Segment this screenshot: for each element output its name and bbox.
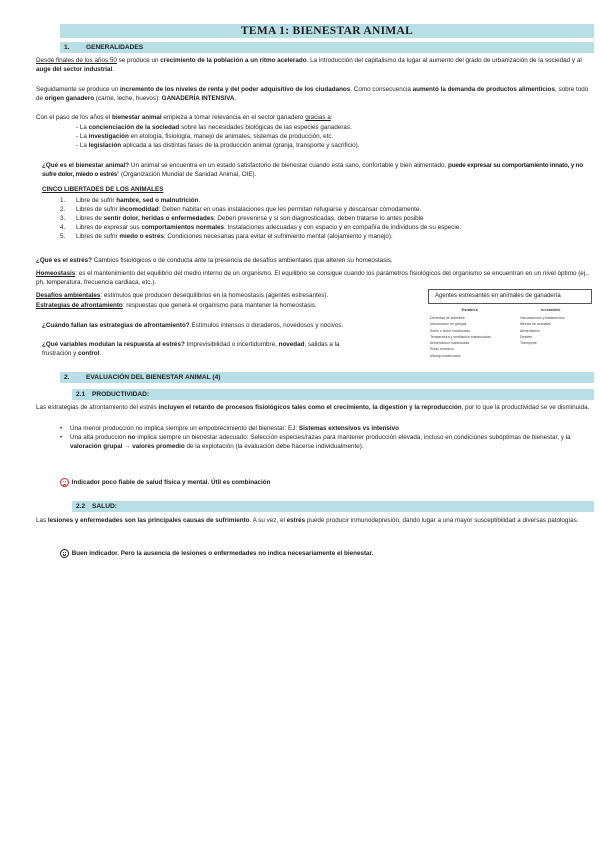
item-number: 1. bbox=[60, 197, 66, 204]
text-run: , salidas a la frustración y bbox=[42, 341, 340, 357]
paragraph-demand bbox=[36, 86, 594, 104]
text-run: puede producir inmunodepresión, dando lugar a una mayor susceptibilidad a diversas patologías. bbox=[305, 517, 579, 524]
text-bold: miedo o estrés bbox=[119, 232, 164, 240]
subsection-heading-productividad bbox=[72, 389, 594, 400]
table-cell: Manejo inadecuado bbox=[430, 353, 461, 358]
text-run: puede expresar su comportamiento innato, y no sufre dolor, miedo o estrés bbox=[42, 162, 583, 178]
text-underline: gracias a bbox=[305, 114, 331, 121]
text-bold: origen ganadero bbox=[44, 94, 95, 102]
table-cell: Temperatura y ventilación inadecuadas bbox=[430, 334, 491, 339]
text-run: Estímulos intensos o duraderos, novedosos y nocivos. bbox=[189, 322, 344, 329]
term: Desafíos ambientales bbox=[36, 292, 101, 299]
cinco-libertades-title bbox=[42, 186, 342, 195]
text-bold: investigación bbox=[88, 132, 129, 140]
text-run: : bbox=[330, 114, 333, 121]
item-number: 3. bbox=[60, 214, 66, 222]
subsection-label: SALUD: bbox=[92, 503, 117, 510]
productividad-bullets bbox=[60, 425, 594, 452]
text-bold: hambre, sed o malnutrición bbox=[116, 197, 199, 204]
section-label: EVALUACIÓN DEL BIENESTAR ANIMAL (4) bbox=[86, 374, 221, 381]
table-cell: Alimentación bbox=[520, 328, 541, 333]
list-item bbox=[72, 124, 594, 133]
text-run: Desde finales de los años 50 bbox=[36, 57, 117, 64]
text-run: . A su vez, el bbox=[249, 517, 287, 524]
table-cell: Destete bbox=[520, 334, 533, 339]
text-bold: estrés bbox=[286, 517, 306, 524]
text-run: : respuestas que genera el organismo para mantener la homeostasis. bbox=[122, 302, 317, 309]
text-run: Seguidamente se produce un bbox=[36, 86, 121, 93]
question: ¿Qué es el bienestar animal? bbox=[42, 162, 130, 169]
subsection-number: 2.2 bbox=[76, 503, 86, 510]
text-run: ” (Organización Mundial de Sanidad Animal, OIE). bbox=[117, 170, 257, 178]
text-run: Imprevisibilidad o incertidumbre, bbox=[184, 341, 279, 348]
list-item bbox=[60, 434, 594, 452]
text-run: . Como consecuencia bbox=[350, 86, 413, 93]
text-bold: GANADERÍA INTENSIVA bbox=[161, 94, 235, 102]
text-run: : Deben prevenirse y si son diagnosticadas, deben tratarse lo antes posible bbox=[213, 214, 424, 222]
column-header: Estables bbox=[461, 307, 478, 312]
text-bold: Sistemas extensivos vs intensivo bbox=[298, 425, 400, 432]
column-header: Inestables bbox=[540, 307, 561, 312]
text-run: : Condiciones necesarias para evitar el sufrimiento mental (alojamiento y manejo). bbox=[163, 232, 393, 240]
definition-homeostasis bbox=[36, 270, 594, 288]
page-title: TEMA 1: BIENESTAR ANIMAL bbox=[60, 24, 594, 38]
table-cell: Transporte bbox=[520, 341, 537, 346]
text-run: . bbox=[112, 65, 115, 73]
list-item bbox=[60, 206, 594, 215]
text-run: - La bbox=[76, 124, 89, 131]
libertades-list bbox=[60, 197, 594, 242]
question: ¿Qué es el estrés? bbox=[36, 257, 92, 264]
productividad-note bbox=[60, 478, 594, 488]
text-bold: lesiones y enfermedades son las principales causas de sufrimiento bbox=[47, 517, 250, 524]
text-run: en etología, fisiología, manejo de animales, sistemas de producción, etc. bbox=[128, 132, 334, 140]
subsection-heading-salud bbox=[72, 501, 594, 512]
text-bold: no bbox=[127, 433, 136, 441]
dash-list bbox=[72, 124, 594, 151]
question: ¿Cuándo fallan las estrategias de afrontamiento? bbox=[42, 322, 190, 329]
text-run: Libres de sufrir bbox=[76, 232, 120, 240]
text-bold: incomodidad bbox=[119, 205, 159, 213]
section-heading-generalidades bbox=[60, 42, 594, 53]
text-run: : Deben habitar en unas instalaciones que les permitan refugiarse y descansar cómodamente. bbox=[158, 205, 422, 213]
text-bold: crecimiento de la población a un ritmo acelerado bbox=[160, 57, 307, 64]
text-run: , por lo que la productividad se ve disminuida. bbox=[461, 404, 590, 411]
table-cell: Mezcla de animales bbox=[520, 322, 551, 327]
text-run: : es el mantenimiento del equilibrio del medio interno de un organismo. El equilibrio se consigue cuando los parámetros fisiológicos del organismo se encuentran en un nivel óptimo (ej., ph, temperatura, frecuencia cardiaca, etc.). bbox=[36, 270, 589, 286]
paragraph-productividad bbox=[36, 404, 594, 413]
question: ¿Qué variables modulan la respuesta al estrés? bbox=[42, 341, 185, 348]
text-run: empieza a tomar relevancia en el sector ganadero bbox=[161, 114, 306, 121]
text-run: (carne, leche, huevos): bbox=[94, 94, 162, 102]
list-item bbox=[60, 224, 594, 233]
text-bold: concienciación de la sociedad bbox=[88, 124, 180, 131]
subtitle: CINCO LIBERTADES DE LOS ANIMALES bbox=[42, 186, 164, 193]
text-run: sobre las necesidades biológicas de las especies ganaderas. bbox=[179, 124, 352, 131]
definition-desafios bbox=[36, 292, 428, 301]
item-number: 4. bbox=[60, 223, 66, 231]
item-number: 2. bbox=[60, 205, 66, 213]
list-item bbox=[60, 425, 594, 434]
text-run: . La introducción del capitalismo da lugar al aumento del grado de urbanización de la sociedad y al bbox=[306, 57, 582, 64]
text-bold: novedad bbox=[278, 341, 305, 348]
table-cell: Introducción en granjas bbox=[430, 322, 467, 327]
note-text: Buen indicador. Pero la ausencia de lesiones o enfermedades no indica necesariamente el bienestar. bbox=[71, 550, 374, 558]
text-run: Una menor producción no implica siempre un empobrecimiento del bienestar: EJ: bbox=[70, 425, 299, 432]
paragraph-relevance bbox=[36, 114, 594, 123]
table-cell: Densidad de animales bbox=[430, 316, 465, 320]
table-cell: Alimentación inadecuada bbox=[430, 341, 470, 346]
paragraph-salud bbox=[36, 517, 594, 526]
sad-face-icon bbox=[60, 478, 69, 487]
stressors-box-label: Agentes estresantes en animales de ganadería bbox=[428, 289, 592, 304]
text-bold: control bbox=[78, 349, 100, 357]
question-variables bbox=[42, 341, 362, 359]
happy-face-icon bbox=[60, 549, 69, 558]
list-item bbox=[72, 133, 594, 142]
text-run: Una alta producción bbox=[70, 433, 128, 441]
text-bold: bienestar animal bbox=[111, 114, 162, 121]
definition-estres bbox=[36, 257, 594, 266]
paragraph-context bbox=[36, 57, 594, 75]
table-cell: Ruido excesivo bbox=[430, 347, 454, 352]
definition-estrategias bbox=[36, 302, 428, 311]
list-item bbox=[60, 197, 594, 206]
subsection-number: 2.1 bbox=[76, 391, 86, 398]
item-number: 5. bbox=[60, 232, 66, 240]
text-run: : estímulos que producen desequilibrios en la homeostasis (agentes estresantes). bbox=[100, 292, 329, 299]
text-run: . bbox=[234, 94, 237, 102]
table-cell bbox=[520, 353, 592, 359]
text-run: Las estrategias de afrontamiento del estrés bbox=[36, 404, 159, 411]
section-label: GENERALIDADES bbox=[86, 44, 144, 51]
text-run: - La bbox=[76, 132, 89, 140]
text-bold: comportamientos normales bbox=[141, 223, 225, 231]
text-bold: incluyen el retardo de procesos fisiológicos tales como el crecimiento, la digestión y la reproducción bbox=[158, 404, 462, 411]
note-text: Indicador poco fiable de salud física y mental. Útil es combinación bbox=[71, 479, 271, 487]
list-item bbox=[60, 215, 594, 224]
section-number: 1. bbox=[64, 44, 70, 51]
text-run: Libres de sufrir bbox=[76, 205, 120, 213]
text-run: Libres de expresar sus bbox=[76, 223, 142, 231]
term: Homeostasis bbox=[36, 270, 76, 277]
text-run: Libres de bbox=[76, 214, 104, 222]
subsection-label: PRODUCTIVIDAD: bbox=[92, 391, 150, 398]
definition-bienestar bbox=[42, 162, 594, 180]
text-run: , sobre todo de bbox=[36, 86, 589, 102]
text-run: Con el paso de los años el bbox=[36, 114, 112, 121]
list-item bbox=[72, 142, 594, 151]
text-bold: sentir dolor, heridas o enfermedades bbox=[103, 214, 214, 222]
text-bold: legislación bbox=[88, 141, 122, 149]
text-run: . bbox=[198, 197, 201, 204]
table-cell: Vacunaciones y tratamientos bbox=[520, 316, 565, 320]
text-run: Cambios fisiológicos o de conducta ante la presencia de desafíos ambientales que alteren su homeostasis. bbox=[92, 257, 393, 264]
table-row bbox=[430, 353, 592, 359]
text-run: aplicada a las distintas fases de la producción animal (granja, transporte y sacrificio). bbox=[121, 141, 360, 149]
text-run: implica siempre un bienestar adecuado: Selección especies/razas para mantener producción elevada, incluso en condiciones subóptimas de bienestar, y la bbox=[135, 433, 571, 441]
text-bold: aumentó la demanda de productos alimenticios bbox=[412, 86, 556, 93]
text-bold: incremento de los niveles de renta y del poder adquisitivo de los ciudadanos bbox=[120, 86, 351, 93]
text-run: se produce un bbox=[116, 57, 161, 64]
salud-note bbox=[60, 549, 594, 559]
text-run: valoración grupal → valores promedio bbox=[70, 442, 185, 450]
table-cell: Suelo o lecho inadecuado bbox=[430, 328, 471, 333]
text-run: Las bbox=[36, 517, 48, 524]
text-run: : Instalaciones adecuadas y con espacio y en compañía de individuos de su especie. bbox=[224, 223, 462, 231]
section-heading-evaluacion bbox=[60, 372, 594, 383]
text-run: de la explotación (la evaluación debe hacerse individualmente). bbox=[184, 442, 364, 450]
text-bold: auge del sector industrial bbox=[36, 65, 113, 73]
table-header bbox=[430, 307, 592, 315]
term: Estrategias de afrontamiento bbox=[36, 302, 123, 309]
text-run: Un animal se encuentra en un estado satisfactorio de bienestar cuando está sano, confortable y bien alimentado, bbox=[129, 162, 449, 169]
question-fallan bbox=[42, 322, 362, 331]
text-run: - La bbox=[76, 141, 89, 149]
text-run: Libre de sufrir bbox=[76, 197, 117, 204]
list-item bbox=[60, 233, 594, 242]
section-number: 2. bbox=[64, 374, 70, 381]
